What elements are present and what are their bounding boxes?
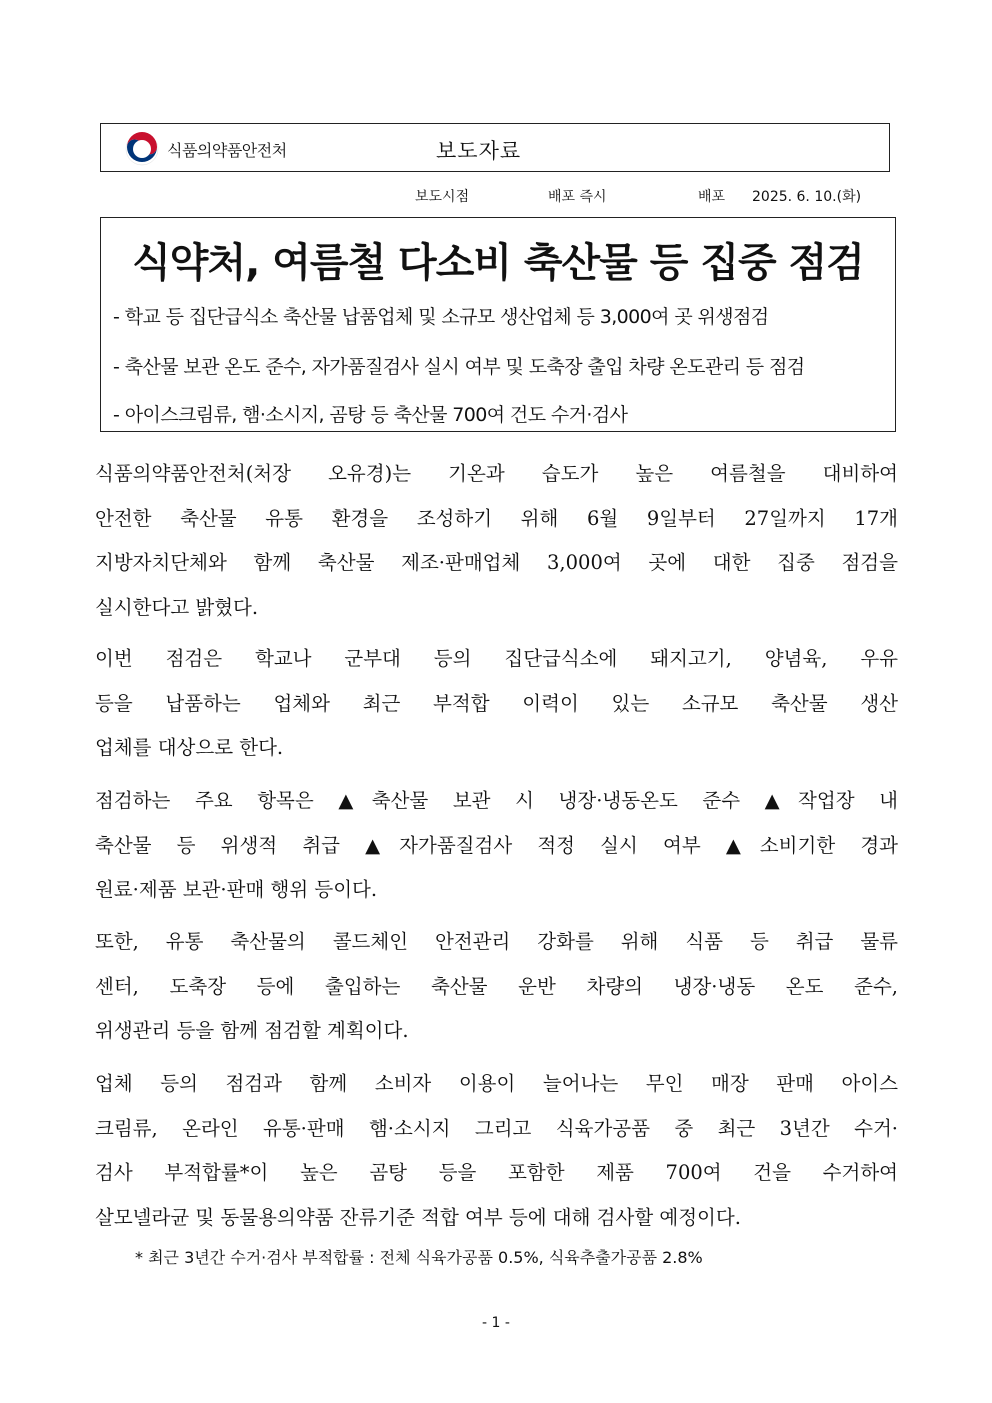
release-date-label: 배포 xyxy=(698,189,726,205)
footnote: * 최근 3년간 수거·검사 부적합률 : 전체 식육가공품 0.5%, 식육추출가공품 2.8% xyxy=(135,1248,703,1267)
paragraph-line: 업체 등의 점검과 함께 소비자 이용이 늘어나는 무인 매장 판매 아이스 xyxy=(95,1072,898,1095)
body-paragraph-3 xyxy=(95,779,898,913)
paragraph-line: 지방자치단체와 함께 축산물 제조·판매업체 3,000여 곳에 대한 집중 점검을 xyxy=(95,551,898,574)
paragraph-line: 식품의약품안전처(처장 오유경)는 기온과 습도가 높은 여름철을 대비하여 xyxy=(95,462,898,485)
paragraph-line: 또한, 유통 축산물의 콜드체인 안전관리 강화를 위해 식품 등 취급 물류 xyxy=(95,930,898,953)
release-date-value: 2025. 6. 10.(화) xyxy=(752,189,862,205)
paragraph-line: 실시한다고 밝혔다. xyxy=(95,595,259,619)
headline-title: 식약처, 여름철 다소비 축산물 등 집중 점검 xyxy=(132,240,864,286)
document-type: 보도자료 xyxy=(436,139,522,163)
body-paragraph-2 xyxy=(95,637,898,771)
body-paragraph-1 xyxy=(95,452,898,630)
paragraph-line: 크림류, 온라인 유통·판매 햄·소시지 그리고 식육가공품 중 최근 3년간 수거· xyxy=(95,1116,898,1140)
page-number: - 1 - xyxy=(482,1315,510,1331)
paragraph-line: 안전한 축산물 유통 환경을 조성하기 위해 6월 9일부터 27일까지 17개 xyxy=(95,506,898,530)
government-emblem-icon xyxy=(125,132,159,166)
paragraph-line: 등을 납품하는 업체와 최근 부적합 이력이 있는 소규모 축산물 생산 xyxy=(95,691,898,715)
body-paragraph-4 xyxy=(95,920,898,1054)
paragraph-line: 원료·제품 보관·판매 행위 등이다. xyxy=(95,878,378,901)
body-paragraph-5 xyxy=(95,1062,898,1240)
headline-box xyxy=(100,217,896,432)
paragraph-line: 축산물 등 위생적 취급 ▲자가품질검사 적정 실시 여부 ▲소비기한 경과 xyxy=(95,833,898,857)
paragraph-line: 센터, 도축장 등에 출입하는 축산물 운반 차량의 냉장·냉동 온도 준수, xyxy=(95,974,898,998)
paragraph-line: 이번 점검은 학교나 군부대 등의 집단급식소에 돼지고기, 양념육, 우유 xyxy=(95,647,898,670)
paragraph-line: 업체를 대상으로 한다. xyxy=(95,736,284,759)
paragraph-line: 위생관리 등을 함께 점검할 계획이다. xyxy=(95,1019,409,1042)
release-timing-label: 보도시점 xyxy=(415,189,470,205)
header-box xyxy=(100,123,890,172)
paragraph-line: 검사 부적합률*이 높은 곰탕 등을 포함한 제품 700여 건을 수거하여 xyxy=(95,1161,898,1184)
release-timing-value: 배포 즉시 xyxy=(548,189,607,205)
paragraph-line: 살모넬라균 및 동물용의약품 잔류기준 적합 여부 등에 대해 검사할 예정이다. xyxy=(95,1205,741,1229)
agency-name: 식품의약품안전처 xyxy=(167,141,287,160)
headline-subtitle: - 축산물 보관 온도 준수, 자가품질검사 실시 여부 및 도축장 출입 차량 온도관리 등 점검 xyxy=(113,356,805,378)
headline-subtitle: - 학교 등 집단급식소 축산물 납품업체 및 소규모 생산업체 등 3,000여 곳 위생점검 xyxy=(113,306,769,328)
paragraph-line: 점검하는 주요 항목은 ▲축산물 보관 시 냉장·냉동온도 준수 ▲작업장 내 xyxy=(95,789,898,812)
headline-subtitle: - 아이스크림류, 햄·소시지, 곰탕 등 축산물 700여 건도 수거·검사 xyxy=(113,404,628,426)
